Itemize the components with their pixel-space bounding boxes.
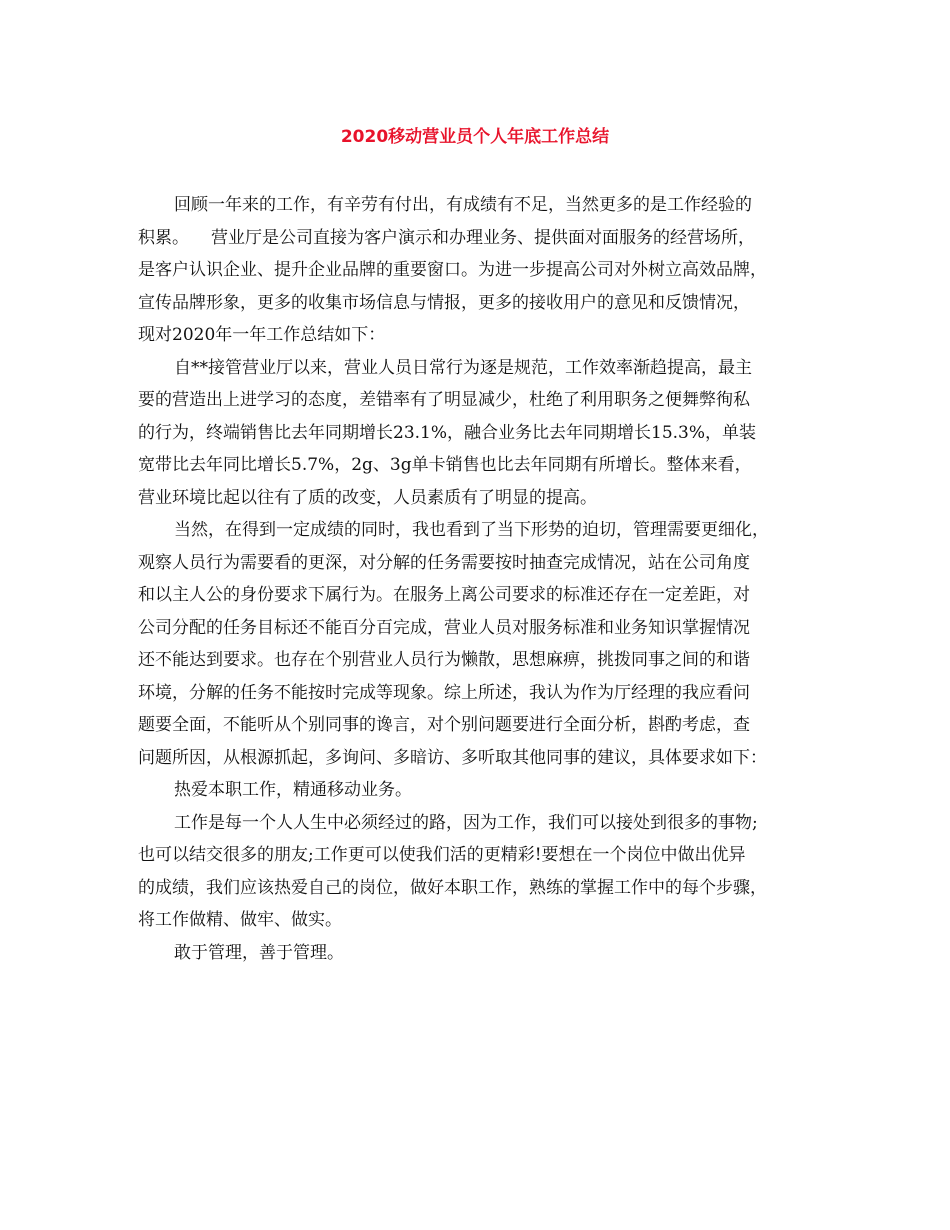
paragraph-line: 现对2020年一年工作总结如下： [138,325,386,345]
paragraph-line: 的行为，终端销售比去年同期增长23.1%，融合业务比去年同期增长15.3%，单装 [138,422,757,443]
section-heading: 热爱本职工作，精通移动业务。 [174,780,412,800]
paragraph-line: 工作是每一个人人生中必须经过的路，因为工作，我们可以接处到很多的事物; [174,812,758,833]
paragraph-line: 是客户认识企业、提升企业品牌的重要窗口。为进一步提高公司对外树立高效品牌， [138,260,767,280]
paragraph-line: 要的营造出上进学习的态度，差错率有了明显减少，杜绝了利用职务之便舞弊徇私 [138,390,750,410]
paragraph-line: 公司分配的任务目标还不能百分百完成，营业人员对服务标准和业务知识掌握情况 [138,617,750,638]
paragraph-line [138,222,822,255]
paragraph-line: 将工作做精、做牢、做实。 [138,910,342,930]
paragraph-line: 也可以结交很多的朋友;工作更可以使我们活的更精彩!要想在一个岗位中做出优异 [138,845,746,865]
paragraph-line: 题要全面，不能听从个别同事的谗言，对个别问题要进行全面分析，斟酌考虑，查 [138,715,750,735]
paragraph-line: 自**接管营业厅以来，营业人员日常行为逐是规范，工作效率渐趋提高，最主 [174,357,752,378]
paragraph-line: 环境，分解的任务不能按时完成等现象。综上所述，我认为作为厅经理的我应看问 [138,682,750,703]
document-title: 2020移动营业员个人年底工作总结 [340,127,610,147]
paragraph-line: 问题所因，从根源抓起，多询问、多暗访、多听取其他同事的建议，具体要求如下： [138,747,767,768]
paragraph-line: 和以主人公的身份要求下属行为。在服务上离公司要求的标准还存在一定差距，对 [138,585,750,605]
paragraph-line: 营业环境比起以往有了质的改变，人员素质有了明显的提高。 [138,487,597,508]
paragraph-line: 当然，在得到一定成绩的同时，我也看到了当下形势的迫切，管理需要更细化， [174,520,769,540]
paragraph-line: 的成绩，我们应该热爱自己的岗位，做好本职工作，熟练的掌握工作中的每个步骤， [138,877,767,898]
paragraph-text: 积累。 [138,227,189,248]
paragraph-line: 还不能达到要求。也存在个别营业人员行为懒散，思想麻痹，挑拨同事之间的和谐 [138,650,750,670]
paragraph-text: 营业厅是公司直接为客户演示和办理业务、提供面对面服务的经营场所， [211,227,755,248]
section-heading: 敢于管理，善于管理。 [174,942,344,963]
paragraph-line: 宽带比去年同比增长5.7%，2g、3g单卡销售也比去年同期有所增长。整体来看， [138,455,752,475]
document-body [138,189,822,969]
paragraph-line: 回顾一年来的工作，有辛劳有付出，有成绩有不足，当然更多的是工作经验的 [174,195,752,215]
paragraph-line: 宣传品牌形象，更多的收集市场信息与情报，更多的接收用户的意见和反馈情况， [138,292,750,313]
paragraph-line: 观察人员行为需要看的更深，对分解的任务需要按时抽查完成情况，站在公司角度 [138,552,750,573]
